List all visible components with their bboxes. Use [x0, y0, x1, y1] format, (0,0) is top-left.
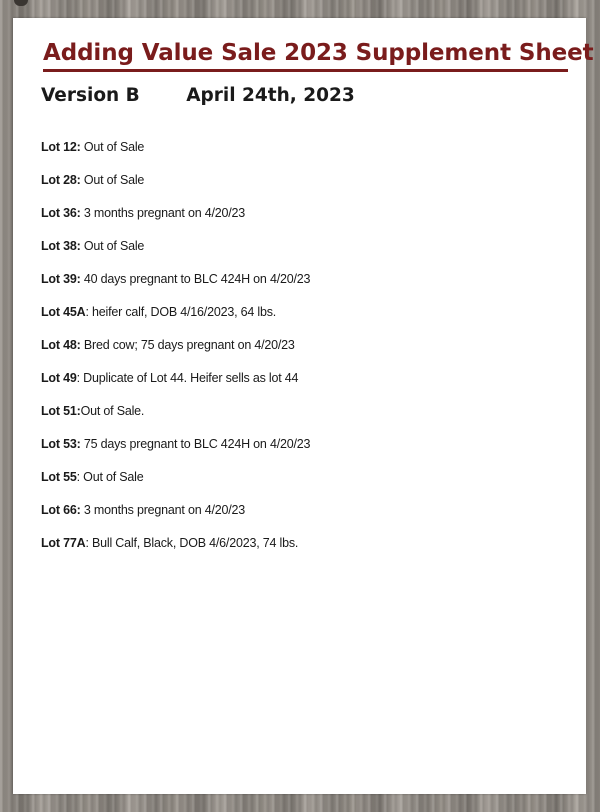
- sheet-title: Adding Value Sale 2023 Supplement Sheet: [43, 40, 568, 72]
- lot-label: Lot 12:: [41, 140, 81, 154]
- lot-note: 3 months pregnant on 4/20/23: [80, 206, 246, 220]
- lot-note: 3 months pregnant on 4/20/23: [80, 503, 246, 517]
- version-label: Version B: [41, 85, 140, 106]
- sheet-date: April 24th, 2023: [186, 85, 355, 106]
- lot-item: [41, 536, 310, 569]
- lot-item: [41, 140, 310, 173]
- lot-item: [41, 173, 310, 206]
- screw-head: [14, 0, 28, 6]
- lot-label: Lot 53:: [41, 437, 81, 451]
- version-row: [41, 85, 355, 106]
- lot-note: Out of Sale: [80, 239, 145, 253]
- lot-note: : Bull Calf, Black, DOB 4/6/2023, 74 lbs.: [85, 536, 299, 550]
- lot-label: Lot 38:: [41, 239, 81, 253]
- lot-item: [41, 272, 310, 305]
- lot-label: Lot 66:: [41, 503, 81, 517]
- lot-note: Bred cow; 75 days pregnant on 4/20/23: [80, 338, 295, 352]
- lot-label: Lot 51:: [41, 404, 81, 418]
- lot-note: Out of Sale.: [80, 404, 145, 418]
- lot-item: [41, 437, 310, 470]
- lot-note: : Out of Sale: [76, 470, 144, 484]
- lot-note: Out of Sale: [80, 140, 145, 154]
- lot-label: Lot 39:: [41, 272, 81, 286]
- lot-label: Lot 49: [41, 371, 77, 385]
- lot-item: [41, 338, 310, 371]
- lot-label: Lot 55: [41, 470, 77, 484]
- lot-note: : Duplicate of Lot 44. Heifer sells as lot 44: [76, 371, 299, 385]
- lot-item: [41, 305, 310, 338]
- lot-note: 40 days pregnant to BLC 424H on 4/20/23: [80, 272, 311, 286]
- lot-item: [41, 503, 310, 536]
- lot-item: [41, 470, 310, 503]
- lot-item: [41, 206, 310, 239]
- supplement-sheet: [13, 18, 594, 794]
- lot-label: Lot 48:: [41, 338, 81, 352]
- lot-label: Lot 45A: [41, 305, 86, 319]
- lot-label: Lot 77A: [41, 536, 86, 550]
- lot-list: [41, 140, 310, 569]
- lot-note: 75 days pregnant to BLC 424H on 4/20/23: [80, 437, 311, 451]
- lot-note: Out of Sale: [80, 173, 145, 187]
- lot-label: Lot 36:: [41, 206, 81, 220]
- lot-item: [41, 239, 310, 272]
- lot-item: [41, 404, 310, 437]
- lot-item: [41, 371, 310, 404]
- lot-label: Lot 28:: [41, 173, 81, 187]
- lot-note: : heifer calf, DOB 4/16/2023, 64 lbs.: [85, 305, 277, 319]
